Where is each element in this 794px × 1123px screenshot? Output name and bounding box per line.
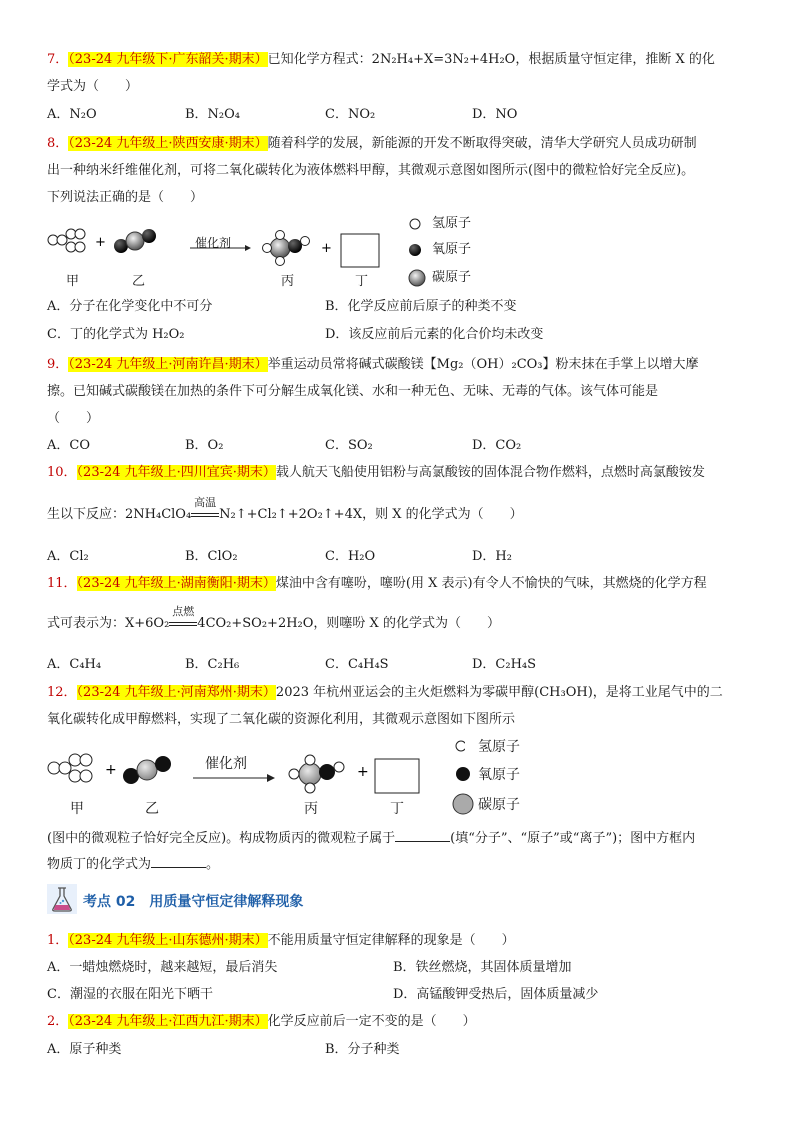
label-yi: 乙	[145, 801, 159, 817]
catalyst-label: 催化剂	[205, 756, 247, 772]
option-b: B．铁丝燃烧，其固体质量增加	[393, 960, 572, 975]
option-c: C．潮湿的衣服在阳光下晒干	[47, 987, 213, 1002]
methanol-molecule-icon	[263, 231, 310, 266]
stem-text: 已知化学方程式：	[267, 52, 372, 67]
product-box	[375, 759, 419, 793]
stem-text: 化学反应前后一定不变的是（ ）	[267, 1014, 476, 1029]
question-source: （23-24 九年级上·陕西安康·期末）	[68, 136, 268, 151]
hydrogen-molecules-icon	[48, 754, 92, 782]
q8-reaction-diagram	[45, 212, 485, 294]
label-ding: 丁	[355, 274, 369, 289]
product-box	[341, 234, 379, 267]
option-d: D．C₂H₄S	[472, 657, 537, 672]
question-source: （23-24 九年级上·河南许昌·期末）	[68, 357, 268, 372]
question-number: 7．	[47, 52, 69, 67]
q8-stem-line1	[47, 135, 697, 153]
svg-text:+: +	[105, 762, 117, 778]
option-c: C．丁的化学式为 H₂O₂	[47, 327, 185, 342]
hydrogen-atom-icon	[410, 219, 420, 229]
option-c: C．NO₂	[325, 107, 376, 122]
carbon-dioxide-molecule-icon	[114, 229, 156, 253]
condition-label: 高温	[194, 496, 217, 509]
question-number: 2．	[47, 1014, 69, 1029]
section-header	[47, 884, 303, 918]
question-number: 1．	[47, 933, 69, 948]
q7-stem-line1	[47, 51, 715, 69]
q10-stem-line2	[47, 496, 523, 524]
option-a: A．一蜡烛燃烧时，越来越短，最后消失	[47, 960, 278, 975]
label-yi: 乙	[132, 274, 146, 289]
q12-stem-line3	[47, 829, 695, 848]
s1-stem	[47, 932, 515, 950]
q7-stem-line2: 学式为（ ）	[47, 79, 139, 94]
question-source: （23-24 九年级上·河南郑州·期末）	[76, 685, 276, 700]
q9-stem-line1	[47, 356, 699, 374]
option-d: D．CO₂	[472, 438, 522, 453]
legend-oxygen: 氧原子	[478, 767, 520, 783]
question-source: （23-24 九年级上·山东德州·期末）	[68, 933, 268, 948]
question-number: 8．	[47, 136, 69, 151]
option-d: D．高锰酸钾受热后，固体质量减少	[393, 987, 599, 1002]
section-title: 考点 02 用质量守恒定律解释现象	[83, 894, 304, 910]
condition-label: 点燃	[172, 605, 195, 618]
question-source: （23-24 九年级上·湖南衡阳·期末）	[76, 576, 276, 591]
legend-hydrogen: 氢原子	[432, 216, 472, 231]
question-source: （23-24 九年级上·江西九江·期末）	[68, 1014, 268, 1029]
option-b: B．O₂	[185, 438, 224, 453]
stem-text: 煤油中含有噻吩，噻吩(用 X 表示)有令人不愉快的气味，其燃烧的化学方程	[275, 576, 707, 591]
q12-stem-line1	[47, 684, 723, 702]
option-c: C．H₂O	[325, 549, 376, 564]
reaction-condition	[169, 605, 197, 633]
legend-carbon: 碳原子	[478, 797, 520, 813]
option-d: D．H₂	[472, 549, 512, 564]
q9-stem-line2: 擦。已知碱式碳酸镁在加热的条件下可分解生成氧化镁、水和一种无色、无味、无毒的气体。该气体可能是	[47, 384, 659, 399]
option-b: B．分子种类	[325, 1042, 400, 1057]
option-b: B．化学反应前后原子的种类不变	[325, 299, 517, 314]
label-jia: 甲	[66, 274, 80, 289]
q11-stem-line2	[47, 605, 500, 633]
q8-stem-line3: 下列说法正确的是（ ）	[47, 190, 204, 205]
label-bing: 丙	[304, 801, 318, 817]
methanol-molecule-icon	[289, 755, 344, 793]
carbon-atom-icon	[453, 794, 473, 814]
q11-stem-line1	[47, 575, 707, 593]
question-number: 10．	[47, 465, 77, 480]
flask-icon	[47, 884, 77, 918]
stem-text: 随着科学的发展，新能源的开发不断取得突破，清华大学研究人员成功研制	[267, 136, 697, 151]
svg-text:+: +	[95, 235, 106, 250]
label-bing: 丙	[281, 274, 295, 289]
question-number: 11．	[47, 576, 77, 591]
stem-text: 式可表示为：X+6O₂	[47, 616, 170, 631]
option-c: C．C₄H₄S	[325, 657, 389, 672]
stem-text: ，根据质量守恒定律，推断 X 的化	[515, 52, 715, 67]
option-d: D．NO	[472, 107, 518, 122]
carbon-dioxide-molecule-icon	[123, 756, 171, 784]
chemical-equation: 2N₂H₄+X=3N₂+4H₂O	[371, 52, 516, 67]
stem-text: 2023 年杭州亚运会的主火炬燃料为零碳甲醇(CH₃OH)，是将工业尾气中的二	[275, 685, 723, 700]
hydrogen-atom-icon	[456, 741, 465, 751]
option-b: B．C₂H₆	[185, 657, 240, 672]
oxygen-atom-icon	[456, 767, 470, 781]
stem-text: 物质丁的化学式为	[47, 857, 152, 872]
reaction-condition	[191, 496, 219, 524]
svg-text:+: +	[321, 241, 332, 256]
legend-hydrogen: 氢原子	[478, 739, 520, 755]
option-a: A．分子在化学变化中不可分	[47, 299, 213, 314]
stem-text: 4CO₂+SO₂+2H₂O，则噻吩 X 的化学式为（ ）	[197, 616, 500, 631]
oxygen-atom-icon	[409, 244, 421, 256]
option-a: A．C₄H₄	[47, 657, 102, 672]
stem-text: 。	[206, 857, 220, 872]
legend-oxygen: 氧原子	[432, 242, 472, 257]
label-jia: 甲	[70, 801, 84, 817]
stem-text: 生以下反应：2NH₄ClO₄	[47, 507, 192, 522]
question-number: 12．	[47, 685, 77, 700]
stem-text: N₂↑+Cl₂↑+2O₂↑+4X，则 X 的化学式为（ ）	[219, 507, 523, 522]
stem-text: 不能用质量守恒定律解释的现象是（ ）	[267, 933, 515, 948]
label-ding: 丁	[390, 801, 404, 817]
q10-stem-line1	[47, 464, 705, 482]
stem-text: 举重运动员常将碱式碳酸镁【Mg₂（OH）₂CO₃】粉末抹在手掌上以增大摩	[267, 357, 699, 372]
option-b: B．N₂O₄	[185, 107, 241, 122]
stem-text: 载人航天飞船使用铝粉与高氯酸铵的固体混合物作燃料，点燃时高氯酸铵发	[275, 465, 705, 480]
svg-text:+: +	[357, 764, 369, 780]
s2-stem	[47, 1013, 476, 1031]
answer-blank[interactable]	[151, 855, 206, 868]
q12-stem-line2: 氧化碳转化成甲醇燃料，实现了二氧化碳的资源化利用，其微观示意图如下图所示	[47, 712, 516, 727]
carbon-atom-icon	[409, 270, 425, 286]
option-d: D．该反应前后元素的化合价均未改变	[325, 327, 544, 342]
option-a: A．CO	[47, 438, 90, 453]
question-number: 9．	[47, 357, 69, 372]
hydrogen-molecules-icon	[48, 229, 85, 252]
option-c: C．SO₂	[325, 438, 373, 453]
q8-stem-line2: 出一种纳米纤维催化剂，可将二氧化碳转化为液体燃料甲醇，其微观示意图如图所示(图中的微粒恰好完全反应)。	[47, 163, 695, 178]
q12-legend-icons	[452, 760, 476, 820]
legend-carbon: 碳原子	[432, 270, 472, 285]
catalyst-label: 催化剂	[195, 236, 232, 250]
option-a: A．原子种类	[47, 1042, 122, 1057]
question-source: （23-24 九年级上·四川宜宾·期末）	[76, 465, 276, 480]
q9-stem-line3: （ ）	[47, 411, 100, 426]
answer-blank[interactable]	[395, 829, 450, 842]
option-b: B．ClO₂	[185, 549, 238, 564]
stem-text: (填“分子”、“原子”或“离子”)；图中方框内	[450, 831, 696, 846]
option-a: A．N₂O	[47, 107, 97, 122]
q12-stem-line4	[47, 855, 219, 874]
question-source: （23-24 九年级下·广东韶关·期末）	[68, 52, 268, 67]
stem-text: (图中的微观粒子恰好完全反应)。构成物质丙的微观粒子属于	[47, 831, 396, 846]
option-a: A．Cl₂	[47, 549, 89, 564]
